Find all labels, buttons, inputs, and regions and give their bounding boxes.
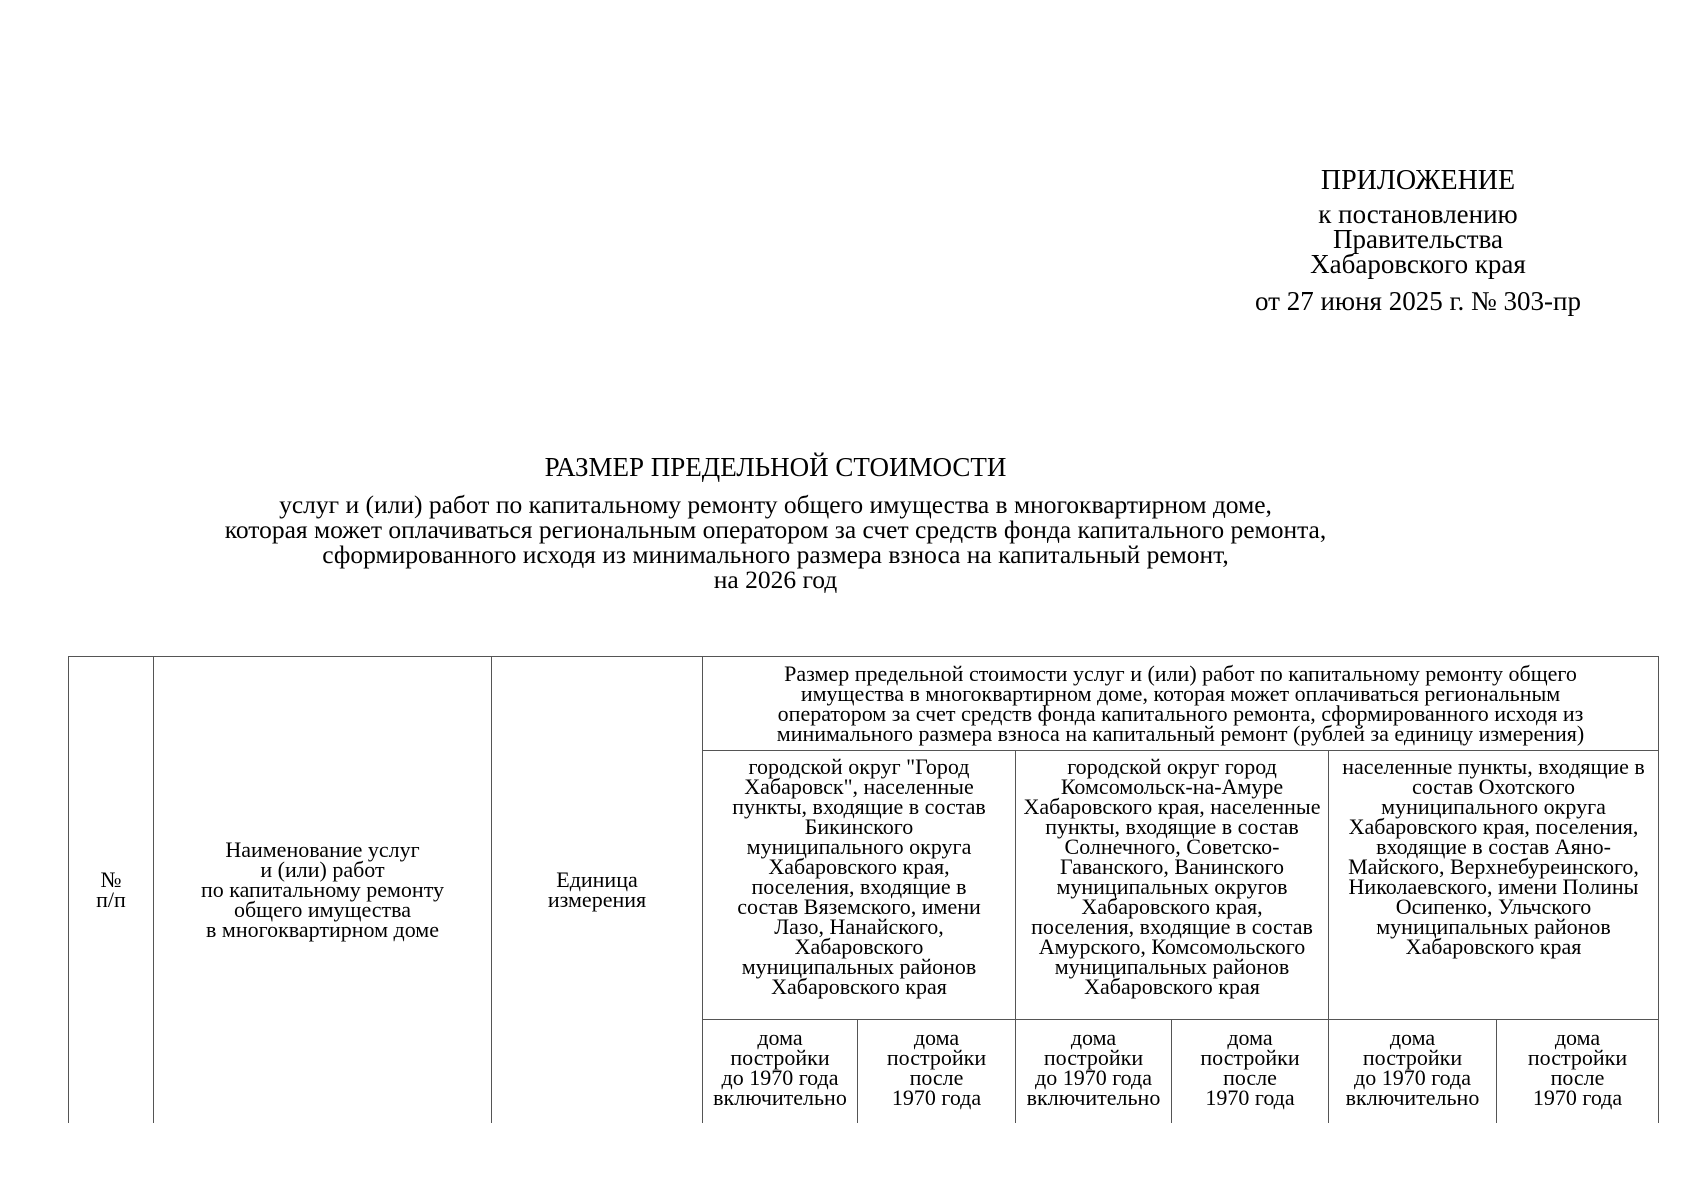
subtitle-line: которая может оплачиваться региональным оператором за счет средств фонда капитального ремонта, <box>224 515 1327 544</box>
region-line: городской округ "Город <box>748 754 970 779</box>
subtitle-line: на 2026 год <box>713 565 838 594</box>
header-unit-line: измерения <box>547 887 647 912</box>
region-line: Хабаровского края, поселения, <box>1348 814 1639 839</box>
header-group-cost <box>703 657 1659 751</box>
subheader-line: постройки <box>1200 1045 1300 1070</box>
subheader-line: постройки <box>1362 1045 1463 1070</box>
header-number <box>69 657 154 1124</box>
region-line: Осипенко, Ульчского <box>1395 894 1592 919</box>
region-line: Гаванского, Ванинского <box>1060 854 1284 879</box>
subheader-before-1970 <box>703 1020 858 1124</box>
header-unit <box>492 657 703 1124</box>
group-header-line: Размер предельной стоимости услуг и (или) работ по капитальному ремонту общего <box>784 660 1577 686</box>
header-number-line: п/п <box>96 887 126 912</box>
subheader-line: 1970 года <box>1205 1085 1295 1110</box>
subheader-line: после <box>909 1065 964 1090</box>
cost-table <box>68 656 1659 1123</box>
region-line: Хабаровского края <box>771 974 947 999</box>
region-line: муниципальных районов <box>741 954 977 979</box>
region-line: поселения, входящие в <box>751 874 967 899</box>
subheader-after-1970 <box>858 1020 1016 1124</box>
region-header-okhotsk <box>1329 751 1659 1020</box>
subheader-line: до 1970 года <box>721 1065 839 1090</box>
subheader-line: дома <box>1070 1025 1117 1050</box>
region-line: Хабаровск", населенные <box>744 774 974 799</box>
subheader-line: дома <box>757 1025 803 1050</box>
region-line: пункты, входящие в состав <box>732 794 986 819</box>
appendix-line: Хабаровского края <box>1310 249 1526 279</box>
group-header-line: оператором за счет средств фонда капитального ремонта, сформированного исходя из <box>777 700 1584 726</box>
region-line: Солнечного, Советско- <box>1064 834 1280 859</box>
region-line: муниципального округа <box>1381 794 1606 819</box>
region-line: пункты, входящие в состав <box>1045 814 1299 839</box>
document-title: РАЗМЕР ПРЕДЕЛЬНОЙ СТОИМОСТИ <box>544 452 1007 482</box>
subheader-line: постройки <box>1043 1045 1144 1070</box>
document-heading <box>68 452 1633 592</box>
region-line: поселения, входящие в состав <box>1031 914 1313 939</box>
region-line: муниципальных округов <box>1056 874 1288 899</box>
region-line: Бикинского <box>804 814 914 839</box>
region-line: муниципального округа <box>746 834 972 859</box>
subheader-line: до 1970 года <box>1035 1065 1152 1090</box>
region-header-komsomolsk <box>1016 751 1329 1020</box>
region-line: Хабаровского края, населенные <box>1023 794 1321 819</box>
region-line: Хабаровского края, <box>768 854 950 879</box>
header-name-line: общего имущества <box>233 897 412 922</box>
group-header-line: имущества в многоквартирном доме, которая может оплачиваться региональным <box>800 680 1561 706</box>
subheader-line: 1970 года <box>891 1085 982 1110</box>
subheader-line: постройки <box>1527 1045 1628 1070</box>
region-line: Хабаровского края, <box>1081 894 1263 919</box>
subheader-line: постройки <box>886 1045 987 1070</box>
region-line: Лазо, Нанайского, <box>774 914 944 939</box>
subtitle-line: сформированного исходя из минимального размера взноса на капитальный ремонт, <box>322 540 1229 569</box>
appendix-line: Правительства <box>1333 224 1503 254</box>
subheader-after-1970 <box>1172 1020 1329 1124</box>
subheader-after-1970 <box>1497 1020 1659 1124</box>
document-subtitle <box>0 492 1633 592</box>
appendix-line: к постановлению <box>1318 199 1518 229</box>
subheader-line: дома <box>1554 1025 1601 1050</box>
subheader-line: дома <box>1227 1025 1273 1050</box>
header-service-name <box>154 657 492 1124</box>
subheader-line: после <box>1550 1065 1605 1090</box>
subheader-line: дома <box>913 1025 960 1050</box>
region-line: состав Вяземского, имени <box>737 894 981 919</box>
region-line: Комсомольск-на-Амуре <box>1060 774 1284 799</box>
region-line: Амурского, Комсомольского <box>1038 934 1306 959</box>
subheader-line: после <box>1223 1065 1277 1090</box>
subheader-line: включительно <box>713 1085 847 1110</box>
region-line: входящие в состав Аяно- <box>1376 834 1611 859</box>
region-line: муниципальных районов <box>1376 914 1611 939</box>
header-name-line: по капитальному ремонту <box>200 877 445 902</box>
appendix-date: от 27 июня 2025 г. № 303-пр <box>1255 286 1581 316</box>
subtitle-line: услуг и (или) работ по капитальному ремонту общего имущества в многоквартирном доме, <box>279 490 1272 519</box>
region-line: Хабаровского края <box>1084 974 1260 999</box>
subheader-line: постройки <box>730 1045 830 1070</box>
region-line: муниципальных районов <box>1054 954 1290 979</box>
subheader-line: включительно <box>1026 1085 1161 1110</box>
subheader-before-1970 <box>1016 1020 1172 1124</box>
region-header-khabarovsk <box>703 751 1016 1020</box>
appendix-title: ПРИЛОЖЕНИЕ <box>1320 165 1516 196</box>
appendix-lines <box>1248 199 1588 279</box>
header-name-line: Наименование услуг <box>225 837 420 862</box>
subheader-line: дома <box>1389 1025 1436 1050</box>
region-line: состав Охотского <box>1411 774 1576 799</box>
subheader-line: 1970 года <box>1532 1085 1623 1110</box>
region-line: Майского, Верхнебуреинского, <box>1348 854 1639 879</box>
region-line: Хабаровского <box>794 934 924 959</box>
region-line: городской округ город <box>1067 754 1277 779</box>
subheader-line: до 1970 года <box>1354 1065 1471 1090</box>
header-number-line: № <box>100 867 122 892</box>
header-name-line: в многоквартирном доме <box>206 917 439 942</box>
group-header-line: минимального размера взноса на капитальный ремонт (рублей за единицу измерения) <box>776 720 1585 746</box>
region-line: Хабаровского края <box>1405 934 1582 959</box>
header-name-line: и (или) работ <box>260 857 385 882</box>
subheader-before-1970 <box>1329 1020 1497 1124</box>
region-line: Николаевского, имени Полины <box>1348 874 1639 899</box>
subheader-line: включительно <box>1345 1085 1480 1110</box>
header-unit-line: Единица <box>556 867 638 892</box>
appendix-block <box>1248 166 1588 315</box>
region-line: населенные пункты, входящие в <box>1342 754 1645 779</box>
